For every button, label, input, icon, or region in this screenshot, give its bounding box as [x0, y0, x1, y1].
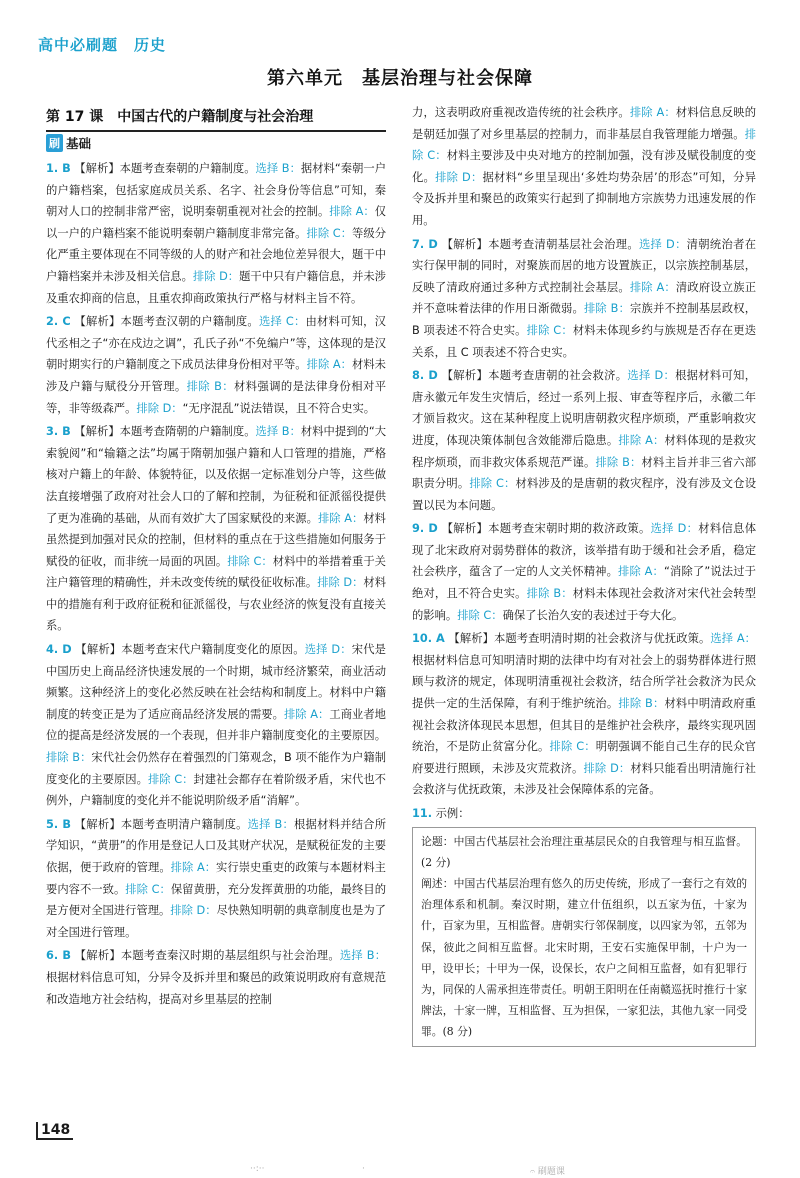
- option-label: 排除 B：: [595, 455, 642, 469]
- analysis-text: 实行崇史重吏的政策与本题材料主要内容不一致。: [46, 861, 386, 896]
- analysis-lead: 【解析】本题考查汉朝的户籍制度。: [74, 315, 259, 329]
- analysis-text: 确保了长治久安的表述过于夸大化。: [502, 608, 684, 622]
- analysis-text: 根据材料可知，唐永徽元年发生灾情后，经过一系列上报、审查等程序后，永徽二年才颁旨救灾。这在某种程度上说明唐朝救灾程序烦琐，严重影响救灾进度，体现决策体制包含效能滞后隐患。: [412, 369, 756, 447]
- option-label: 排除 A：: [306, 358, 353, 372]
- option-label: 排除 C：: [526, 323, 573, 337]
- essay-box: [412, 827, 756, 1047]
- option-label: 排除 D：: [317, 576, 364, 590]
- analysis-lead: 【解析】本题考查隋朝的户籍制度。: [74, 425, 256, 439]
- option-label: 选择 D：: [304, 643, 352, 657]
- unit-title: 第六单元 基层治理与社会保障: [267, 68, 533, 89]
- analysis-text: 材料涉及的是唐朝的救灾程序，没有涉及文仓设置以民为本问题。: [412, 477, 756, 512]
- option-label: 排除 B：: [526, 587, 573, 601]
- analysis-lead: 【解析】本题考查明清时期的社会救济与优抚政策。: [448, 632, 711, 646]
- option-label: 排除 A：: [629, 106, 676, 119]
- essay-thesis: 论题：中国古代基层社会治理注重基层民众的自我管理与相互监督。(2 分): [421, 834, 747, 869]
- option-label: 排除 B：: [186, 379, 235, 393]
- right-column: [412, 102, 756, 1047]
- analysis-text: 仅以一户的户籍档案不能说明秦朝户籍制度非常完备。: [46, 205, 386, 240]
- option-label: 选择 C：: [258, 315, 306, 329]
- option-label: 选择 B：: [339, 949, 387, 963]
- analysis-text: 材料虽然提到加强对民众的控制，但材料的重点在于这些措施如何服务于赋役的征收，而非统一局面的巩固。: [46, 511, 386, 568]
- option-label: 排除 A：: [317, 511, 364, 525]
- left-column: [46, 158, 386, 1012]
- option-label: 选择 D：: [650, 522, 699, 536]
- analysis-text: 材料中的举措着重于关注户籍管理的精确性，并未改变传统的赋役征收标准。: [46, 554, 386, 590]
- option-label: 排除 B：: [618, 697, 665, 711]
- analysis-text: 工商业者地位的提高是经济发展的一个表现，但并非户籍制度变化的主要原因。: [46, 707, 386, 743]
- option-label: 排除 A：: [618, 433, 665, 447]
- answer-item: [46, 945, 386, 1010]
- analysis-lead: 【解析】本题考查明清户籍制度。: [74, 817, 248, 831]
- answer-item: [46, 814, 386, 944]
- section-badge: 刷: [46, 134, 63, 152]
- analysis-text: 保留黄册，充分发挥黄册的功能，最终目的是方便对全国进行管理。: [46, 882, 386, 918]
- analysis-text: 清朝统治者在实行保甲制的同时，对聚族而居的地方设置族正，以宗族控制基层，反映了清政府通过多种方式控制社会基层。: [412, 237, 756, 294]
- analysis-lead: 【解析】本题考查秦朝的户籍制度。: [74, 162, 256, 175]
- analysis-text: 材料中的措施有利于政府征税和征派徭役，与农业经济的恢复没有直接关系。: [46, 576, 386, 633]
- option-label: 选择 B：: [255, 162, 301, 175]
- analysis-text: 材料强调的是法律身份相对平等，非等级森严。: [46, 379, 386, 415]
- question-number: 11.: [412, 807, 433, 820]
- analysis-text: 由材料可知，汉代丞相之子“亦在戍边之调”，孔氏子孙“不免编户”等，这体现的是汉朝时期实行的户籍制度之下成员法律身份相对平等。: [46, 315, 386, 372]
- analysis-lead: 【解析】本题考查唐朝的社会救济。: [441, 369, 628, 383]
- analysis-text: 宋代社会仍然存在着强烈的门第观念，B 项不能作为户籍制度变化的主要原因。: [46, 751, 387, 786]
- section-tag: [46, 134, 91, 152]
- analysis-text: 封建社会都存在着阶级矛盾，宋代也不例外，户籍制度的变化并不能说明阶级矛盾“消解”。: [46, 772, 386, 808]
- answer-item: [412, 518, 756, 626]
- analysis-text: 材料体现的是救灾程序烦琐，而非救灾体系规范严谨。: [412, 433, 756, 469]
- analysis-text: 材料未涉及户籍与赋役分开管理。: [46, 358, 386, 393]
- question-number: 6. B: [46, 949, 71, 963]
- answer-item: [46, 421, 386, 637]
- analysis-text: 尽快熟知明朝的典章制度也是为了对全国进行管理。: [46, 904, 386, 939]
- analysis-text: 根据材料并结合所学知识，“黄册”的作用是登记人口及其财产状况，是赋税征发的主要依据，便于政府的管理。: [46, 817, 386, 874]
- analysis-text: 材料中提到的“大索貌阅”和“输籍之法”均属于隋朝加强户籍和人口管理的措施，严格核对户籍上的年龄、体貌特征，以及依据一定标准划分户等，这些做法直接增强了政府对社会人口的了解和控制，为征税和征派徭役提供了更为准确的基础，从而有效扩大了国家赋役的来源。: [46, 425, 387, 525]
- option-label: 排除 C：: [147, 772, 194, 786]
- analysis-text: 材料主要涉及中央对地方的控制加强，没有涉及赋役制度的变化。: [412, 149, 756, 184]
- answer-item: [412, 365, 756, 516]
- option-label: 排除 C：: [125, 882, 171, 896]
- analysis-text: 材料信息反映的是朝廷加强了对乡里基层的控制力，而非基层自我管理能力增强。: [412, 106, 756, 141]
- question-number: 9. D: [412, 522, 438, 536]
- answer-item: [46, 158, 386, 309]
- option-label: 排除 A：: [283, 707, 330, 721]
- option-label: 排除 A：: [629, 280, 676, 294]
- question-number: 7. D: [412, 237, 438, 251]
- analysis-text: “消除了”说法过于绝对，且不符合史实。: [412, 565, 756, 601]
- question-number: 10. A: [412, 632, 445, 646]
- analysis-text: 力，这表明政府重视改造传统的社会秩序。: [412, 106, 630, 119]
- question-number: 3. B: [46, 425, 71, 439]
- lesson-title: 第 17 课 中国古代的户籍制度与社会治理: [46, 106, 386, 132]
- answer-intro: 示例：: [435, 807, 470, 820]
- footer-mark: ··:··: [250, 1164, 265, 1174]
- analysis-text: “无序混乱”说法错误，且不符合史实。: [182, 401, 376, 415]
- analysis-text: 材料中明清政府重视社会救济体现民本思想，但其目的是维护社会秩序，最终实现巩固统治，不是防止贫富分化。: [412, 697, 756, 754]
- answer-item: [412, 628, 756, 801]
- analysis-text: 据材料“秦朝一户的户籍档案，包括家庭成员关系、名字、社会身份等信息”可知，秦朝对人口的控制非常严密，说明秦朝重视对社会的控制。: [46, 162, 387, 219]
- option-label: 排除 C：: [306, 226, 353, 240]
- question-number: 8. D: [412, 369, 438, 383]
- analysis-text: 等级分化严重主要体现在不同等级的人的财产和社会地位差异很大，题干中户籍档案并未涉及相关信息。: [46, 226, 386, 283]
- option-label: 选择 B：: [247, 817, 295, 831]
- question-number: 5. B: [46, 817, 71, 831]
- analysis-lead: 【解析】本题考查秦汉时期的基层组织与社会治理。: [74, 949, 340, 963]
- analysis-text: 明朝强调不能自己生存的民众官府要进行照顾，未涉及灾荒救济。: [412, 740, 756, 775]
- option-label: 选择 D：: [627, 369, 676, 383]
- question-number: 4. D: [46, 643, 72, 657]
- option-label: 选择 A：: [710, 632, 756, 646]
- analysis-lead: 【解析】本题考查宋朝时期的救济政策。: [441, 522, 651, 536]
- option-label: 排除 D：: [435, 170, 483, 184]
- answer-item: [46, 639, 386, 812]
- page-number: 148: [36, 1122, 73, 1140]
- answer-item-11: [412, 803, 756, 1047]
- analysis-text: 宋代是中国历史上商品经济快速发展的一个时期，城市经济繁荣，商业活动频繁。这种经济上的变化必然反映在社会结构和制度上。材料中户籍制度的转变正是为了适应商品经济发展的需要。: [46, 643, 386, 721]
- option-label: 排除 C：: [457, 608, 503, 622]
- option-label: 排除 C：: [412, 127, 756, 163]
- analysis-text: 根据材料信息可知明清时期的法律中均有对社会上的弱势群体进行照顾与救济的规定，体现明清重视社会救济，结合所学社会救济为民众提供一定的生活保障，有利于维护统治。: [412, 653, 756, 711]
- essay-argument: 阐述：中国古代基层治理有悠久的历史传统，形成了一套行之有效的治理体系和机制。秦汉时期，建立什伍组织，以五家为伍，十家为什，百家为里，互相监督。唐朝实行邻保制度，以四家为邻，五邻为保，彼此之间相互监督。北宋时期，王安石实施保甲制，十户为一甲，设甲长；十甲为一保，设保长，农户之间相互监督，如有犯罪行为，同保的人需承担连带责任。明朝王阳明在任南赣巡抚时推行十家牌法，十家一牌，互相监督、互为担保，一家犯法，其他九家一同受罪。(8 分): [421, 877, 747, 1039]
- answer-item: [412, 102, 756, 232]
- analysis-text: 材料未体现乡约与族规是否存在更迭关系，且 C 项表述不符合史实。: [412, 323, 757, 359]
- option-label: 排除 A：: [618, 565, 664, 579]
- analysis-text: 材料未体现社会救济对宋代社会转型的影响。: [412, 587, 756, 622]
- analysis-lead: 【解析】本题考查清朝基层社会治理。: [441, 237, 639, 251]
- option-label: 排除 D：: [136, 401, 183, 415]
- option-label: 排除 D：: [192, 269, 240, 283]
- option-label: 选择 B：: [255, 425, 301, 439]
- series-header: 高中必刷题 历史: [38, 36, 167, 54]
- option-label: 排除 D：: [583, 761, 631, 775]
- question-number: 1. B: [46, 162, 71, 175]
- answer-item: [46, 311, 386, 419]
- option-label: 排除 D：: [170, 904, 217, 918]
- option-label: 排除 A：: [329, 205, 375, 219]
- analysis-text: 据材料“乡里呈现出‘多姓均势杂居’的形态”可知，分异令及拆并里和聚邑的政策实行起到了抑制地方宗族势力迅速发展的作用。: [412, 170, 756, 227]
- analysis-lead: 【解析】本题考查宋代户籍制度变化的原因。: [75, 643, 305, 657]
- analysis-text: 宗族并不控制基层政权，B 项表述不符合史实。: [412, 302, 756, 337]
- analysis-text: 材料信息体现了北宋政府对弱势群体的救济，该举措有助于缓和社会矛盾，稳定社会秩序，蕴含了一定的人文关怀精神。: [412, 522, 756, 579]
- answer-item: [412, 234, 756, 364]
- analysis-text: 题干中只有户籍信息，并未涉及重农抑商的信息，且重农抑商政策执行严格与材料主旨不符。: [46, 269, 386, 305]
- option-label: 排除 B：: [46, 751, 92, 765]
- question-number: 2. C: [46, 315, 71, 329]
- section-label: 基础: [66, 136, 92, 151]
- option-label: 排除 C：: [549, 740, 596, 754]
- analysis-text: 根据材料信息可知，分异令及拆并里和聚邑的政策说明政府有意规范和改造地方社会结构，提高对乡里基层的控制: [46, 970, 386, 1006]
- option-label: 排除 A：: [170, 861, 217, 874]
- right-items: [412, 102, 756, 801]
- option-label: 选择 D：: [638, 237, 687, 251]
- analysis-text: 材料只能看出明清施行社会救济与优抚政策，未涉及社会保障体系的完备。: [412, 761, 756, 797]
- footer-mark: 𝄐 刷题课: [530, 1167, 565, 1177]
- option-label: 排除 C：: [469, 477, 516, 491]
- analysis-text: 清政府设立族正并不意味着法律的作用日渐微弱。: [412, 280, 756, 316]
- footer-mark: ·: [362, 1164, 365, 1174]
- analysis-text: 材料主旨并非三省六部职责分明。: [412, 455, 756, 491]
- option-label: 排除 C：: [227, 554, 273, 568]
- option-label: 排除 B：: [583, 302, 631, 316]
